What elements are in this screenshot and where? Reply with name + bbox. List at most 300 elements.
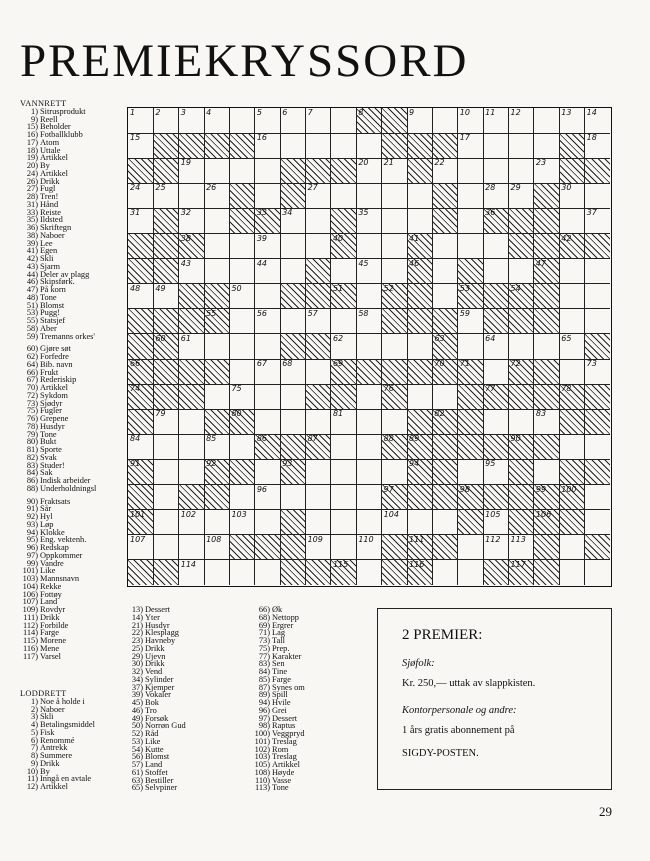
grid-cell[interactable] <box>229 284 255 310</box>
clue-number: 44) <box>26 269 38 279</box>
grid-cell[interactable] <box>255 183 281 209</box>
clue-number: 108) <box>254 767 270 777</box>
grid-cell[interactable] <box>483 359 509 385</box>
grid-cell[interactable] <box>306 409 332 435</box>
grid-cell[interactable] <box>179 208 205 234</box>
clue-text: Sitrusprodukt <box>40 106 86 116</box>
grid-cell[interactable] <box>179 560 205 585</box>
grid-cell[interactable] <box>534 409 560 435</box>
clue-number: 35) <box>26 215 38 225</box>
grid-cell-number: 90 <box>510 434 521 444</box>
grid-cell[interactable] <box>153 485 179 511</box>
grid-cell[interactable] <box>204 560 230 585</box>
grid-cell[interactable] <box>509 535 535 561</box>
grid-cell[interactable] <box>458 309 484 335</box>
grid-cell[interactable] <box>331 309 357 335</box>
grid-cell-number: 43 <box>180 258 191 268</box>
grid-cell[interactable] <box>204 384 230 410</box>
grid-cell-number: 83 <box>535 409 547 419</box>
grid-cell[interactable] <box>483 133 509 159</box>
grid-cell[interactable] <box>356 560 382 585</box>
grid-cell[interactable] <box>483 183 509 209</box>
grid-cell[interactable] <box>255 133 281 159</box>
grid-cell-number: 67 <box>256 359 268 369</box>
grid-cell-number: 89 <box>409 434 420 444</box>
clue-text: Skipsførk. <box>40 277 75 287</box>
grid-cell[interactable] <box>585 359 610 385</box>
grid-cell-blocked <box>458 485 484 511</box>
grid-cell[interactable] <box>331 409 357 435</box>
grid-cell[interactable] <box>229 158 255 184</box>
grid-cell[interactable] <box>229 434 255 460</box>
grid-cell[interactable] <box>280 133 306 159</box>
grid-cell-number: 110 <box>358 534 374 544</box>
grid-cell-blocked <box>458 384 484 410</box>
grid-cell[interactable] <box>356 183 382 209</box>
grid-cell[interactable] <box>204 510 230 536</box>
grid-cell[interactable] <box>229 108 255 134</box>
grid-cell[interactable] <box>306 485 332 511</box>
grid-cell[interactable] <box>585 108 610 134</box>
grid-cell[interactable] <box>306 108 332 134</box>
grid-cell[interactable] <box>458 183 484 209</box>
grid-cell[interactable] <box>204 334 230 360</box>
grid-cell[interactable] <box>509 409 535 435</box>
grid-cell-number: 81 <box>332 409 344 419</box>
grid-cell[interactable] <box>483 234 509 260</box>
grid-cell[interactable] <box>458 108 484 134</box>
grid-cell[interactable] <box>280 384 306 410</box>
clue-text: Artikkel <box>40 168 68 178</box>
grid-cell[interactable] <box>128 434 154 460</box>
clue-number: 86) <box>26 476 38 485</box>
clue-text: Norrøn Gud <box>145 721 186 731</box>
grid-cell[interactable] <box>382 510 408 536</box>
grid-cell[interactable] <box>585 284 610 310</box>
grid-cell[interactable] <box>382 208 408 234</box>
grid-cell[interactable] <box>280 208 306 234</box>
clue-number: 106) <box>22 589 38 599</box>
grid-cell[interactable] <box>585 560 610 585</box>
clue-number: 110) <box>254 775 270 785</box>
grid-cell[interactable] <box>356 535 382 561</box>
grid-cell[interactable] <box>204 208 230 234</box>
grid-cell[interactable] <box>559 208 585 234</box>
grid-cell[interactable] <box>280 234 306 260</box>
grid-cell[interactable] <box>559 434 585 460</box>
grid-cell[interactable] <box>229 359 255 385</box>
grid-cell[interactable] <box>432 384 458 410</box>
grid-cell[interactable] <box>407 108 433 134</box>
grid-cell[interactable] <box>432 234 458 260</box>
grid-cell[interactable] <box>458 158 484 184</box>
prize-box <box>377 608 612 790</box>
grid-cell[interactable] <box>331 183 357 209</box>
grid-cell-number: 107 <box>130 534 146 544</box>
grid-cell-number: 33 <box>256 208 268 218</box>
grid-cell[interactable] <box>585 434 610 460</box>
clue-text: Vend <box>145 667 163 676</box>
grid-cell[interactable] <box>204 234 230 260</box>
grid-cell[interactable] <box>534 108 560 134</box>
grid-cell[interactable] <box>255 485 281 511</box>
grid-cell[interactable] <box>255 234 281 260</box>
clue-text: Rom <box>272 744 289 754</box>
grid-cell[interactable] <box>432 108 458 134</box>
grid-cell[interactable] <box>255 459 281 485</box>
grid-cell[interactable] <box>356 234 382 260</box>
clue-number: 73) <box>258 636 270 645</box>
grid-cell[interactable] <box>382 259 408 285</box>
grid-cell[interactable] <box>534 133 560 159</box>
grid-cell[interactable] <box>331 459 357 485</box>
grid-cell-blocked <box>153 158 179 184</box>
grid-cell[interactable] <box>204 183 230 209</box>
clue-text: Husdyr <box>40 421 65 431</box>
grid-cell[interactable] <box>407 183 433 209</box>
grid-cell[interactable] <box>559 359 585 385</box>
grid-cell[interactable] <box>229 485 255 511</box>
grid-cell-blocked <box>534 309 560 335</box>
grid-cell[interactable] <box>128 284 154 310</box>
grid-cell[interactable] <box>483 459 509 485</box>
grid-cell[interactable] <box>458 334 484 360</box>
clue-text: Sykdom <box>40 390 68 400</box>
grid-cell[interactable] <box>458 234 484 260</box>
grid-cell[interactable] <box>331 535 357 561</box>
clue-number: 33) <box>26 207 38 217</box>
grid-cell[interactable] <box>483 158 509 184</box>
grid-cell[interactable] <box>382 183 408 209</box>
grid-cell[interactable] <box>534 334 560 360</box>
grid-cell[interactable] <box>153 434 179 460</box>
clue-number: 46) <box>131 705 143 715</box>
grid-cell[interactable] <box>331 510 357 536</box>
grid-cell[interactable] <box>331 133 357 159</box>
grid-cell-number: 111 <box>409 534 425 544</box>
clue-number: 101) <box>254 736 270 746</box>
grid-cell[interactable] <box>356 409 382 435</box>
clue-text: Bukt <box>40 437 57 447</box>
grid-cell[interactable] <box>255 259 281 285</box>
grid-cell[interactable] <box>534 158 560 184</box>
grid-cell[interactable] <box>153 459 179 485</box>
clue-text: Indisk arbeider <box>40 476 91 485</box>
grid-cell[interactable] <box>229 510 255 536</box>
grid-cell[interactable] <box>306 234 332 260</box>
grid-cell[interactable] <box>306 183 332 209</box>
grid-cell-blocked <box>407 234 433 260</box>
grid-cell[interactable] <box>306 459 332 485</box>
grid-cell[interactable] <box>280 359 306 385</box>
grid-cell[interactable] <box>255 158 281 184</box>
grid-cell[interactable] <box>483 535 509 561</box>
grid-cell[interactable] <box>153 535 179 561</box>
clue-text: Reiste <box>40 207 61 217</box>
clue-number: 38) <box>26 230 38 240</box>
grid-cell[interactable] <box>458 133 484 159</box>
grid-cell[interactable] <box>280 108 306 134</box>
grid-cell[interactable] <box>483 259 509 285</box>
grid-cell-blocked <box>509 234 535 260</box>
grid-cell[interactable] <box>179 434 205 460</box>
grid-cell[interactable] <box>382 158 408 184</box>
grid-cell[interactable] <box>280 409 306 435</box>
grid-cell-number: 76 <box>383 384 394 394</box>
grid-cell[interactable] <box>559 259 585 285</box>
grid-cell[interactable] <box>255 359 281 385</box>
grid-cell[interactable] <box>483 334 509 360</box>
grid-cell-number: 6 <box>282 108 288 117</box>
grid-cell-blocked <box>407 158 433 184</box>
grid-cell[interactable] <box>179 158 205 184</box>
grid-cell[interactable] <box>255 560 281 585</box>
grid-cell[interactable] <box>585 485 610 511</box>
grid-cell[interactable] <box>407 384 433 410</box>
clue-text: Like <box>40 566 56 576</box>
grid-cell-blocked <box>509 208 535 234</box>
grid-cell[interactable] <box>585 183 610 209</box>
grid-cell[interactable] <box>128 208 154 234</box>
grid-cell[interactable] <box>432 560 458 585</box>
grid-cell[interactable] <box>559 560 585 585</box>
grid-cell-number: 116 <box>409 559 425 569</box>
grid-cell-number: 75 <box>231 384 242 394</box>
grid-cell-number: 87 <box>307 434 318 444</box>
grid-cell-blocked <box>229 183 255 209</box>
grid-cell[interactable] <box>153 510 179 536</box>
grid-cell[interactable] <box>306 359 332 385</box>
grid-cell[interactable] <box>331 108 357 134</box>
grid-cell[interactable] <box>585 133 610 159</box>
grid-cell[interactable] <box>128 535 154 561</box>
grid-cell[interactable] <box>280 485 306 511</box>
clue-number: 96) <box>26 543 38 552</box>
clue-number: 36) <box>26 223 38 232</box>
grid-cell[interactable] <box>382 234 408 260</box>
grid-cell-blocked <box>509 485 535 511</box>
grid-cell[interactable] <box>204 158 230 184</box>
grid-cell[interactable] <box>407 208 433 234</box>
grid-cell[interactable] <box>509 259 535 285</box>
grid-cell[interactable] <box>255 510 281 536</box>
grid-cell[interactable] <box>229 234 255 260</box>
clue-item <box>20 653 96 661</box>
grid-cell[interactable] <box>179 535 205 561</box>
grid-cell[interactable] <box>153 284 179 310</box>
grid-cell[interactable] <box>559 334 585 360</box>
grid-cell-blocked <box>432 459 458 485</box>
grid-cell-blocked <box>179 384 205 410</box>
grid-cell[interactable] <box>432 510 458 536</box>
grid-cell[interactable] <box>559 108 585 134</box>
clue-text: Betalingsmiddel <box>40 720 95 729</box>
grid-cell-number: 91 <box>130 459 141 469</box>
grid-cell[interactable] <box>534 459 560 485</box>
grid-cell[interactable] <box>356 459 382 485</box>
grid-cell[interactable] <box>382 459 408 485</box>
grid-cell-number: 99 <box>535 484 547 494</box>
clue-text: Løp <box>40 519 54 529</box>
grid-cell[interactable] <box>382 409 408 435</box>
grid-cell[interactable] <box>432 259 458 285</box>
grid-cell[interactable] <box>407 334 433 360</box>
grid-cell[interactable] <box>229 384 255 410</box>
grid-cell[interactable] <box>153 108 179 134</box>
grid-cell[interactable] <box>179 459 205 485</box>
grid-cell-number: 68 <box>282 359 293 369</box>
grid-cell-number: 28 <box>485 183 496 193</box>
grid-cell[interactable] <box>306 510 332 536</box>
grid-cell[interactable] <box>204 434 230 460</box>
crossword-grid[interactable] <box>127 107 612 587</box>
grid-cell[interactable] <box>356 208 382 234</box>
grid-cell[interactable] <box>179 183 205 209</box>
clue-text: Grei <box>272 705 287 715</box>
grid-cell[interactable] <box>559 284 585 310</box>
grid-cell-blocked <box>128 384 154 410</box>
grid-cell-blocked <box>585 334 610 360</box>
grid-cell[interactable] <box>229 334 255 360</box>
grid-cell[interactable] <box>509 183 535 209</box>
grid-cell[interactable] <box>509 158 535 184</box>
grid-cell[interactable] <box>458 208 484 234</box>
grid-cell[interactable] <box>280 259 306 285</box>
grid-cell-blocked <box>229 409 255 435</box>
clue-text: Grepene <box>40 414 69 423</box>
grid-cell[interactable] <box>483 510 509 536</box>
grid-cell[interactable] <box>128 133 154 159</box>
clue-text: Lee <box>40 238 53 248</box>
grid-cell[interactable] <box>432 158 458 184</box>
grid-cell[interactable] <box>179 409 205 435</box>
grid-cell[interactable] <box>585 259 610 285</box>
grid-cell[interactable] <box>585 309 610 335</box>
clue-text: Vasse <box>272 775 292 785</box>
grid-cell[interactable] <box>382 334 408 360</box>
grid-cell-blocked <box>407 284 433 310</box>
grid-cell[interactable] <box>153 409 179 435</box>
grid-cell[interactable] <box>356 133 382 159</box>
grid-cell[interactable] <box>585 510 610 536</box>
grid-cell[interactable] <box>229 560 255 585</box>
clue-number: 43) <box>26 261 38 271</box>
grid-cell[interactable] <box>255 409 281 435</box>
grid-cell[interactable] <box>306 535 332 561</box>
grid-cell[interactable] <box>179 108 205 134</box>
clue-text: Farge <box>272 674 291 684</box>
grid-cell[interactable] <box>356 334 382 360</box>
grid-cell[interactable] <box>432 284 458 310</box>
grid-cell[interactable] <box>483 409 509 435</box>
grid-cell[interactable] <box>356 384 382 410</box>
clue-number: 16) <box>26 130 38 139</box>
clue-number: 101) <box>22 566 38 576</box>
grid-cell-blocked <box>331 560 357 585</box>
grid-cell-blocked <box>559 384 585 410</box>
grid-cell[interactable] <box>356 309 382 335</box>
grid-cell[interactable] <box>356 284 382 310</box>
grid-cell[interactable] <box>509 108 535 134</box>
clue-number: 48) <box>26 292 38 302</box>
grid-cell-blocked <box>559 485 585 511</box>
grid-cell-blocked <box>153 259 179 285</box>
grid-cell[interactable] <box>509 133 535 159</box>
grid-cell[interactable] <box>458 459 484 485</box>
grid-cell[interactable] <box>559 535 585 561</box>
grid-cell[interactable] <box>356 510 382 536</box>
grid-cell-number: 5 <box>256 108 262 117</box>
grid-cell-number: 26 <box>206 183 217 193</box>
grid-cell[interactable] <box>153 183 179 209</box>
grid-cell-number: 73 <box>586 359 597 369</box>
grid-cell-blocked <box>356 108 382 134</box>
grid-cell[interactable] <box>229 309 255 335</box>
grid-cell[interactable] <box>509 334 535 360</box>
grid-cell[interactable] <box>356 158 382 184</box>
grid-cell[interactable] <box>356 485 382 511</box>
grid-cell[interactable] <box>255 334 281 360</box>
grid-cell[interactable] <box>407 510 433 536</box>
grid-cell[interactable] <box>255 309 281 335</box>
grid-cell[interactable] <box>331 259 357 285</box>
grid-cell[interactable] <box>255 384 281 410</box>
grid-cell-blocked <box>483 434 509 460</box>
grid-cell[interactable] <box>255 108 281 134</box>
grid-cell[interactable] <box>255 284 281 310</box>
grid-cell[interactable] <box>306 133 332 159</box>
grid-cell[interactable] <box>458 560 484 585</box>
grid-cell[interactable] <box>204 535 230 561</box>
clue-number: 67) <box>26 375 38 385</box>
grid-cell-blocked <box>458 259 484 285</box>
clue-number: 92) <box>26 512 38 521</box>
grid-cell[interactable] <box>179 510 205 536</box>
grid-cell[interactable] <box>559 183 585 209</box>
grid-cell[interactable] <box>356 434 382 460</box>
grid-cell[interactable] <box>229 259 255 285</box>
grid-cell[interactable] <box>280 309 306 335</box>
grid-cell[interactable] <box>128 183 154 209</box>
clue-text: Rekke <box>40 581 62 591</box>
grid-cell[interactable] <box>128 108 154 134</box>
grid-cell-number: 36 <box>485 208 496 218</box>
grid-cell[interactable] <box>458 535 484 561</box>
grid-cell[interactable] <box>179 334 205 360</box>
grid-cell[interactable] <box>306 208 332 234</box>
grid-cell-number: 10 <box>459 108 470 117</box>
grid-cell[interactable] <box>179 259 205 285</box>
clue-text: Selvpiner <box>145 783 178 793</box>
grid-cell[interactable] <box>204 259 230 285</box>
grid-cell[interactable] <box>331 485 357 511</box>
grid-cell[interactable] <box>585 208 610 234</box>
clue-number: 84) <box>26 468 38 478</box>
grid-cell-number: 47 <box>535 258 547 268</box>
grid-cell[interactable] <box>331 334 357 360</box>
grid-cell[interactable] <box>204 108 230 134</box>
grid-cell[interactable] <box>483 108 509 134</box>
grid-cell-number: 1 <box>130 108 136 117</box>
grid-cell-blocked <box>585 234 610 260</box>
grid-cell[interactable] <box>356 259 382 285</box>
clue-text: Varsel <box>40 651 61 661</box>
grid-cell-blocked <box>407 359 433 385</box>
grid-cell[interactable] <box>559 309 585 335</box>
grid-cell-blocked <box>382 133 408 159</box>
grid-cell[interactable] <box>331 434 357 460</box>
grid-cell[interactable] <box>306 309 332 335</box>
